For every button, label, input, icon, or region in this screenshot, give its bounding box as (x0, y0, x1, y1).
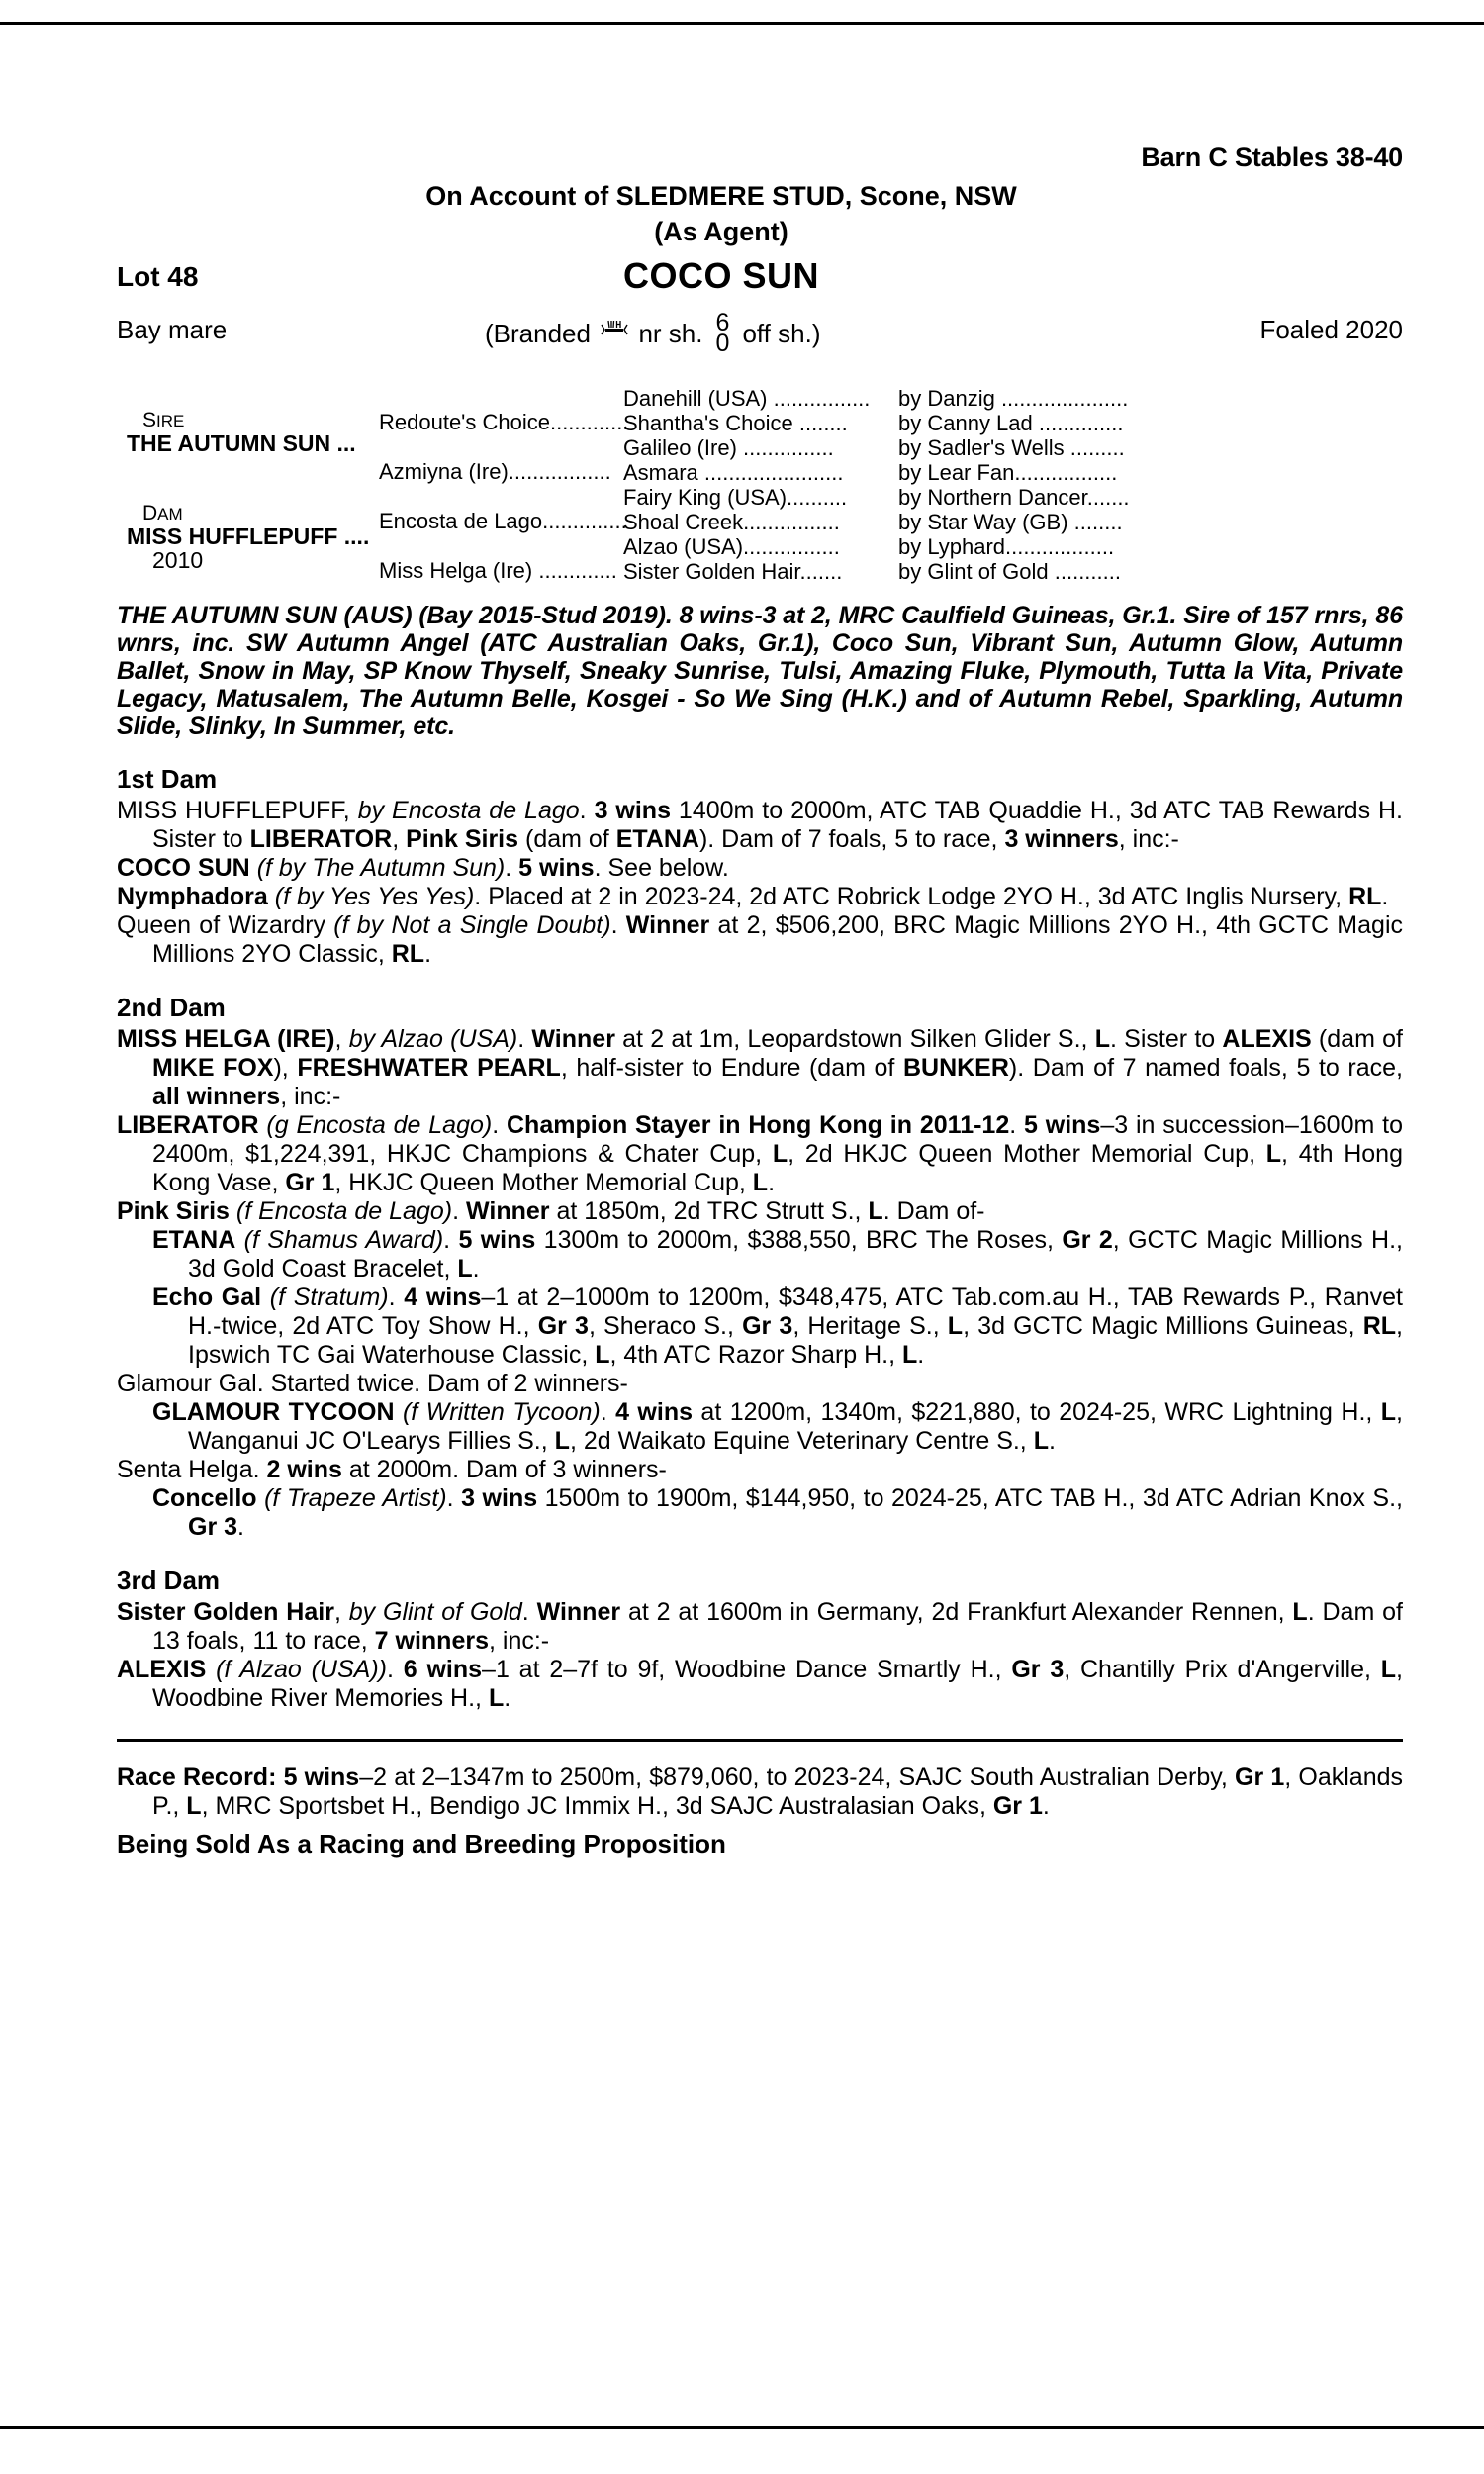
pedigree-entry: Pink Siris (f Encosta de Lago). Winner at 1850m, 2d TRC Strutt S., L. Dam of- (117, 1197, 985, 1225)
gen3-item: Galileo (Ire) ............... (623, 435, 834, 460)
dam-section-heading: 2nd Dam (117, 993, 226, 1022)
pedigree-entry: ETANA (f Shamus Award). 5 wins 1300m to 2000m, $388,550, BRC The Roses, Gr 2, GCTC Magic Millions H., 3d Gold Coast Bracelet, L. (152, 1226, 1403, 1283)
lot-line (117, 255, 1403, 307)
lot-number: Lot 48 (117, 261, 199, 292)
sire-label-rest: IRE (156, 412, 185, 430)
gen2-item: Azmiyna (Ire)................. (379, 459, 611, 484)
pedigree-entry: Glamour Gal. Started twice. Dam of 2 winners- (117, 1370, 628, 1397)
sire-name: THE AUTUMN SUN ... (127, 430, 356, 457)
gen4-item: by Canny Lad .............. (898, 411, 1124, 435)
branded-suffix-label: off sh.) (742, 318, 821, 348)
gen4-item: by Glint of Gold ........... (898, 559, 1121, 584)
pedigree-entry: GLAMOUR TYCOON (f Written Tycoon). 4 wins at 1200m, 1340m, $221,880, to 2024-25, WRC Lightning H., L, Wanganui JC O'Learys Fillies S., L, 2d Waikato Equine Veterinary Centre S., L. (152, 1398, 1403, 1455)
pedigree-entry: Echo Gal (f Stratum). 4 wins–1 at 2–1000m to 1200m, $348,475, ATC Tab.com.au H., TAB Rewards P., Ranvet H.-twice, 2d ATC Toy Show H., Gr 3, Sheraco S., Gr 3, Heritage S., L, 3d GCTC Magic Millions Guineas, RL, Ipswich TC Gai Waterhouse Classic, L, 4th ATC Razor Sharp H., L. (152, 1284, 1403, 1369)
brand-details (485, 309, 821, 357)
gen3-item: Alzao (USA)................ (623, 534, 840, 559)
sire-block (127, 410, 356, 455)
branded-prefix-label: (Branded (485, 318, 591, 348)
sire-summary: THE AUTUMN SUN (AUS) (Bay 2015-Stud 2019). 8 wins-3 at 2, MRC Caulfield Guineas, Gr.1. Sire of 157 rnrs, 86 wnrs, inc. SW Autumn Angel (ATC Australian Oaks, Gr.1), Coco Sun, Vibrant Sun, Autumn Glow, Autumn Ballet, Snow in May, SP Know Thyself, Sneaky Sunrise, Tulsi, Amazing Fluke, Plymouth, Tutta la Vita, Private Legacy, Matusalem, The Autumn Belle, Kosgei - So We Sing (H.K.) and of Autumn Rebel, Sparkling, Autumn Slide, Slinky, In Summer, etc. (117, 602, 1403, 740)
page-content (117, 0, 1403, 1859)
pedigree-entry: COCO SUN (f by The Autumn Sun). 5 wins. See below. (117, 854, 729, 882)
dam-section-heading: 3rd Dam (117, 1566, 221, 1595)
gen2-item: Miss Helga (Ire) ............. (379, 558, 617, 583)
gen4-item: by Lyphard.................. (898, 534, 1115, 559)
dam-label (127, 503, 369, 524)
dam-name: MISS HUFFLEPUFF .... (127, 523, 370, 550)
pedigree-entry: Senta Helga. 2 wins at 2000m. Dam of 3 winners- (117, 1456, 667, 1483)
sire-label-cap: S (142, 409, 157, 431)
gen4-item: by Lear Fan................. (898, 460, 1118, 485)
section-divider (117, 1739, 1403, 1742)
race-record: Race Record: 5 wins–2 at 2–1347m to 2500m, $879,060, to 2023-24, SAJC South Australian Derby, Gr 1, Oaklands P., L, MRC Sportsbet H., Bendigo JC Immix H., 3d SAJC Australasian Oaks, Gr 1. (117, 1763, 1403, 1820)
sale-terms-note: Being Sold As a Racing and Breeding Proposition (117, 1829, 726, 1858)
dam-block (127, 503, 369, 573)
gen3-item: Sister Golden Hair....... (623, 559, 843, 584)
gen4-item: by Northern Dancer....... (898, 485, 1130, 510)
gen2-item: Redoute's Choice............. (379, 410, 629, 434)
vendor-account: On Account of SLEDMERE STUD, Scone, NSW (425, 181, 1017, 211)
dam-foal-year: 2010 (152, 547, 204, 574)
brand-symbol-icon (598, 319, 631, 346)
pedigree-entry: Sister Golden Hair, by Glint of Gold. Winner at 2 at 1600m in Germany, 2d Frankfurt Alexander Rennen, L. Dam of 13 foals, 11 to race, 7 winners, inc:- (117, 1598, 1403, 1655)
pedigree-entry: MISS HUFFLEPUFF, by Encosta de Lago. 3 wins 1400m to 2000m, ATC TAB Quaddie H., 3d ATC TAB Rewards H. Sister to LIBERATOR, Pink Siris (dam of ETANA). Dam of 7 foals, 5 to race, 3 winners, inc:- (117, 797, 1404, 853)
branded-side-label: nr sh. (638, 318, 703, 348)
pedigree-entry: Concello (f Trapeze Artist). 3 wins 1500m to 1900m, $144,950, to 2024-25, ATC TAB H., 3d ATC Adrian Knox S., Gr 3. (152, 1484, 1403, 1541)
bottom-rule (0, 2426, 1484, 2429)
gen4-item: by Sadler's Wells ......... (898, 435, 1125, 460)
agent-note: (As Agent) (654, 217, 788, 246)
pedigree-entry: MISS HELGA (IRE), by Alzao (USA). Winner at 2 at 1m, Leopardstown Silken Glider S., L. Sister to ALEXIS (dam of MIKE FOX), FRESHWATER PEARL, half-sister to Endure (dam of BUNKER). Dam of 7 named foals, 5 to race, all winners, inc:- (117, 1025, 1403, 1110)
dam-label-cap: D (142, 502, 158, 524)
barn-location: Barn C Stables 38-40 (1141, 143, 1403, 172)
pedigree-table (117, 380, 1403, 588)
gen3-item: Danehill (USA) ................ (623, 386, 871, 411)
pedigree-entry: ALEXIS (f Alzao (USA)). 6 wins–1 at 2–7f to 9f, Woodbine Dance Smartly H., Gr 3, Chantilly Prix d'Angerville, L, Woodbine River Memories H., L. (117, 1656, 1403, 1712)
page-title: COCO SUN (622, 255, 819, 296)
gen4-item: by Danzig ..................... (898, 386, 1129, 411)
pedigree-entry: Queen of Wizardry (f by Not a Single Doubt). Winner at 2, $506,200, BRC Magic Millions 2YO H., 4th GCTC Magic Millions 2YO Classic, RL. (117, 911, 1403, 968)
brand-number-bottom: 0 (715, 330, 730, 357)
brand-number-stack (702, 309, 742, 357)
dam-sections (117, 764, 1403, 1713)
foaled-year: Foaled 2020 (1259, 315, 1403, 344)
sire-label (127, 410, 356, 431)
gen4-item: by Star Way (GB) ........ (898, 510, 1123, 534)
colour-sex: Bay mare (117, 315, 228, 344)
dam-section-heading: 1st Dam (117, 764, 218, 794)
pedigree-entry: Nymphadora (f by Yes Yes Yes). Placed at 2 in 2023-24, 2d ATC Robrick Lodge 2YO H., 3d ATC Inglis Nursery, RL. (117, 883, 1389, 910)
gen2-item: Encosta de Lago.............. (379, 509, 627, 533)
gen3-item: Asmara ....................... (623, 460, 844, 485)
pedigree-entry: LIBERATOR (g Encosta de Lago). Champion Stayer in Hong Kong in 2011-12. 5 wins–3 in succession–1600m to 2400m, $1,224,391, HKJC Champions & Chater Cup, L, 2d HKJC Queen Mother Memorial Cup, L, 4th Hong Kong Vase, Gr 1, HKJC Queen Mother Memorial Cup, L. (117, 1111, 1403, 1196)
gen3-item: Fairy King (USA).......... (623, 485, 848, 510)
brand-number-top: 6 (715, 309, 730, 336)
description-line (117, 309, 1403, 358)
gen3-item: Shoal Creek................ (623, 510, 840, 534)
dam-label-rest: AM (157, 505, 183, 523)
gen3-item: Shantha's Choice ........ (623, 411, 848, 435)
